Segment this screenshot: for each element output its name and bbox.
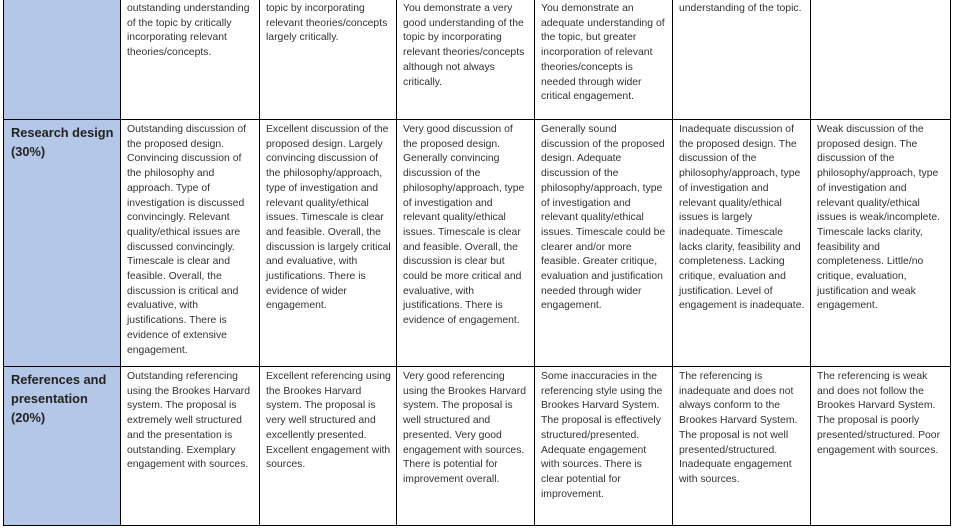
grade-cell-outstanding: Outstanding discussion of the proposed design. Convincing discussion of the philosophy and approach. Type of investigation is discussed convincingly. Relevant quality/ethical issues are discussed convincingly. Timescale is clear and feasible. Overall, the discussion is critical and evaluative, with justifications. There is evidence of extensive engagement. <box>121 120 260 367</box>
grade-cell-weak: The referencing is weak and does not follow the Brookes Harvard System. The proposal is poorly presented/structured. Poor engagement with sources. <box>811 367 951 526</box>
marking-rubric-table <box>3 0 951 526</box>
grade-cell-weak <box>811 0 951 120</box>
grade-cell-excellent: Excellent discussion of the proposed design. Largely convincing discussion of the philosophy/approach, type of investigation and relevant quality/ethical issues. Timescale is clear and feasible. Overall, the discussion is largely critical and evaluative, with justifications. There is evidence of wider engagement. <box>260 120 397 367</box>
grade-cell-excellent: Excellent referencing using the Brookes Harvard system. The proposal is very well structured and excellently presented. Excellent engagement with sources. <box>260 367 397 526</box>
grade-cell-very-good: Very good discussion of the proposed design. Generally convincing discussion of the philosophy/approach, type of investigation and relevant quality/ethical issues. Timescale is clear and feasible. Overall, the discussion is clear but could be more critical and evaluative, with justifications. There is evidence of engagement. <box>397 120 535 367</box>
rubric-row-research-design <box>4 120 951 367</box>
grade-cell-inadequate: Inadequate discussion of the proposed design. The discussion of the philosophy/approach, type of investigation and relevant quality/ethical issues is largely inadequate. Timescale lacks clarity, feasibility and completeness. Lacking critique, evaluation and justification. Level of engagement is inadequate. <box>673 120 811 367</box>
criterion-cell: References and presentation (20%) <box>4 367 121 526</box>
grade-cell-outstanding: outstanding understanding of the topic by critically incorporating relevant theories/concepts. <box>121 0 260 120</box>
grade-cell-weak: Weak discussion of the proposed design. The discussion of the philosophy/approach, type of investigation and relevant quality/ethical issues is weak/incomplete. Timescale lacks clarity, feasibility and completeness. Little/no critique, evaluation, justification and weak engagement. <box>811 120 951 367</box>
grade-cell-adequate: Generally sound discussion of the proposed design. Adequate discussion of the philosophy/approach, type of investigation and relevant quality/ethical issues. Timescale could be clearer and/or more feasible. Greater critique, evaluation and justification needed through wider engagement. <box>535 120 673 367</box>
grade-cell-very-good: Very good referencing using the Brookes Harvard system. The proposal is well structured and presented. Very good engagement with sources. There is potential for improvement overall. <box>397 367 535 526</box>
grade-cell-inadequate: The referencing is inadequate and does not always conform to the Brookes Harvard System. The proposal is not well presented/structured. Inadequate engagement with sources. <box>673 367 811 526</box>
criterion-cell: Research design (30%) <box>4 120 121 367</box>
grade-cell-adequate: You demonstrate an adequate understanding of the topic, but greater incorporation of relevant theories/concepts is needed through wider critical engagement. <box>535 0 673 120</box>
grade-cell-outstanding: Outstanding referencing using the Brookes Harvard system. The proposal is extremely well structured and the presentation is outstanding. Exemplary engagement with sources. <box>121 367 260 526</box>
rubric-row-understanding <box>4 0 951 120</box>
grade-cell-inadequate: understanding of the topic. <box>673 0 811 120</box>
criterion-cell <box>4 0 121 120</box>
grade-cell-very-good: You demonstrate a very good understanding of the topic by incorporating relevant theories/concepts although not always critically. <box>397 0 535 120</box>
grade-cell-excellent: topic by incorporating relevant theories/concepts largely critically. <box>260 0 397 120</box>
grade-cell-adequate: Some inaccuracies in the referencing style using the Brookes Harvard System. The proposal is effectively structured/presented. Adequate engagement with sources. There is clear potential for improvement. <box>535 367 673 526</box>
rubric-row-references-presentation <box>4 367 951 526</box>
